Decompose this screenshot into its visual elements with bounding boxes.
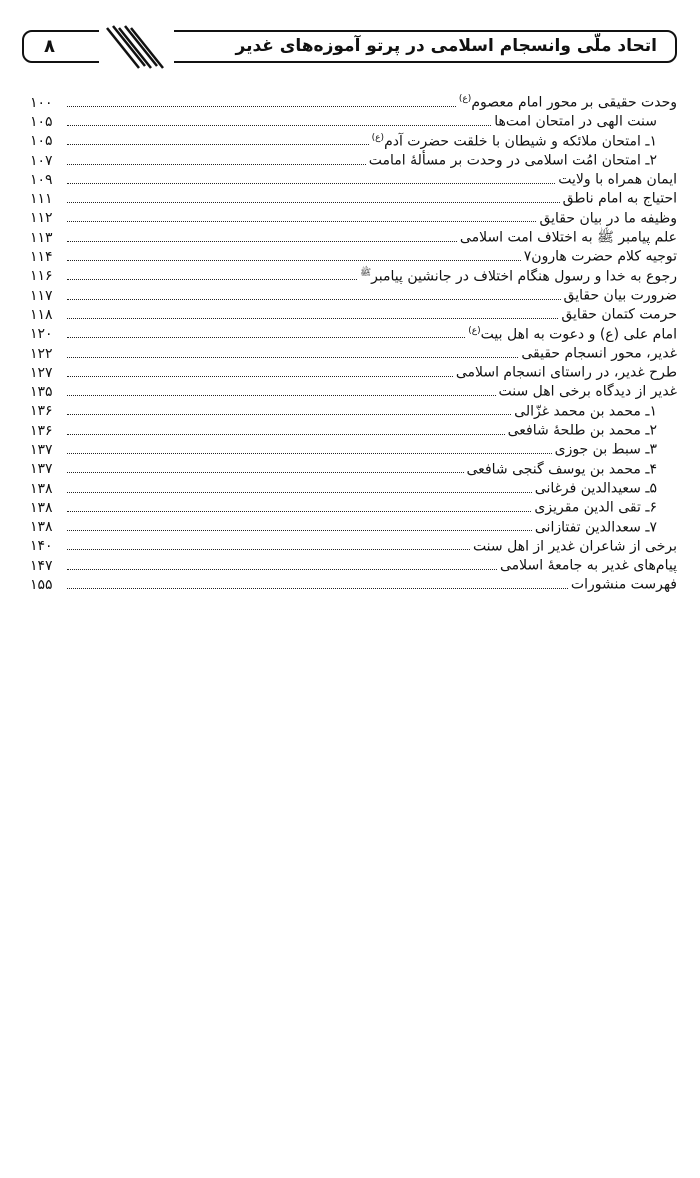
decorative-stripes-icon — [99, 24, 174, 70]
toc-entry[interactable] — [30, 476, 677, 495]
toc-entry[interactable] — [30, 399, 677, 418]
dot-leader — [67, 569, 497, 570]
toc-entry[interactable] — [30, 341, 677, 360]
dot-leader — [67, 472, 464, 473]
dot-leader — [67, 549, 470, 550]
toc-entry-title: ۴ـ محمد بن یوسف گنجی شافعی — [466, 461, 657, 478]
toc-entry[interactable] — [30, 379, 677, 401]
toc-entry[interactable] — [30, 225, 677, 244]
toc-entry[interactable] — [30, 515, 677, 534]
toc-entry-page: ۱۰۹ — [30, 171, 53, 188]
toc-entry-title: طرح غدیر، در راستای انسجام اسلامی — [455, 364, 677, 381]
toc-entry-page: ۱۳۸ — [30, 480, 53, 497]
toc-entry-title: ۱ـ محمد بن محمد غزّالی — [514, 403, 657, 420]
dot-leader — [67, 106, 456, 107]
dot-leader — [67, 434, 505, 435]
dot-leader — [67, 125, 491, 126]
toc-entry[interactable] — [30, 129, 677, 148]
toc-entry[interactable] — [30, 167, 677, 186]
toc-entry-page: ۱۱۴ — [30, 249, 53, 266]
toc-entry-page: ۱۰۷ — [30, 152, 53, 169]
dot-leader — [67, 144, 369, 145]
toc-entry[interactable] — [30, 437, 677, 456]
dot-leader — [67, 202, 560, 203]
toc-entry-page: ۱۴۷ — [30, 557, 53, 574]
toc-entry-title: ۷ـ سعدالدین تفتازانی — [534, 519, 657, 536]
toc-entry-page: ۱۳۸ — [30, 519, 53, 536]
toc-entry-title: ۵ـ سعیدالدین فرغانی — [534, 480, 657, 497]
running-header — [22, 30, 677, 63]
toc-entry-page: ۱۳۶ — [30, 403, 53, 420]
honorific-mark: (ع) — [371, 132, 385, 143]
dot-leader — [67, 260, 521, 261]
toc-entry-title: غدیر از دیدگاه برخی اهل سنت — [498, 384, 677, 401]
toc-entry-title: ۲ـ امتحان امُت اسلامی در وحدت بر مسألهٔ امامت — [368, 152, 657, 169]
toc-entry-title: علم پیامبر ﷺ به اختلاف امت اسلامی — [459, 229, 677, 246]
dot-leader — [67, 337, 465, 338]
toc-entry[interactable] — [30, 457, 677, 476]
toc-entry-title: ۱ـ امتحان ملائکه و شیطان با خلقت حضرت آدم$^{(ع)}$ — [371, 132, 657, 150]
honorific-mark: ﷺ — [360, 267, 372, 278]
toc-entry-title: برخی از شاعران غدیر از اهل سنت — [472, 538, 677, 555]
dot-leader — [67, 395, 496, 396]
dot-leader — [67, 164, 366, 165]
toc-entry-page: ۱۴۰ — [30, 538, 53, 555]
toc-entry[interactable] — [30, 206, 677, 225]
table-of-contents — [30, 90, 677, 592]
toc-entry-page: ۱۵۵ — [30, 577, 53, 594]
dot-leader — [67, 183, 555, 184]
toc-entry-page: ۱۱۳ — [30, 229, 53, 246]
honorific-mark: (ع) — [458, 94, 472, 104]
toc-entry[interactable] — [30, 418, 677, 437]
dot-leader — [67, 279, 357, 280]
toc-entry-title: پیام‌های غدیر به جامعهٔ اسلامی — [500, 557, 677, 574]
dot-leader — [67, 299, 561, 300]
dot-leader — [67, 318, 558, 319]
dot-leader — [67, 221, 536, 222]
toc-entry[interactable] — [30, 90, 677, 109]
dot-leader — [67, 376, 453, 377]
toc-entry-page: ۱۱۱ — [30, 191, 53, 208]
toc-entry-title: ضرورت بیان حقایق — [563, 287, 677, 304]
honorific-mark: (ع) — [468, 325, 481, 336]
toc-entry-page: ۱۱۷ — [30, 287, 53, 304]
dot-leader — [67, 588, 568, 589]
toc-entry[interactable] — [30, 264, 677, 283]
toc-entry-page: ۱۲۷ — [30, 364, 53, 381]
toc-entry[interactable] — [30, 186, 677, 208]
toc-entry[interactable] — [30, 534, 677, 553]
dot-leader — [67, 511, 531, 512]
toc-entry-title: احتیاج به امام ناطق — [562, 191, 677, 208]
toc-entry-page: ۱۰۰ — [30, 94, 53, 111]
toc-entry-page: ۱۱۲ — [30, 210, 53, 227]
toc-entry-title: وحدت حقیقی بر محور امام معصوم$^{(ع)}$ — [458, 94, 677, 111]
toc-entry-title: توجیه کلام حضرت هارون۷ — [523, 249, 677, 266]
toc-entry-title: ۶ـ تقی الدین مقریزی — [534, 499, 657, 516]
toc-entry-title: ۳ـ سبط بن جوزی — [554, 442, 657, 458]
toc-entry-page: ۱۱۶ — [30, 268, 53, 285]
toc-entry-page: ۱۳۶ — [30, 422, 53, 439]
toc-entry[interactable] — [30, 322, 677, 341]
toc-entry-page: ۱۳۷ — [30, 442, 53, 458]
book-title: اتحاد ملّی وانسجام اسلامی در پرتو آموزه‌های غدیر — [235, 36, 657, 56]
dot-leader — [67, 357, 518, 358]
toc-entry-title: حرمت کتمان حقایق — [561, 306, 677, 323]
toc-entry-title: ایمان همراه با ولایت — [558, 171, 677, 188]
toc-entry[interactable] — [30, 109, 677, 128]
dot-leader — [67, 530, 532, 531]
toc-entry-title: ۲ـ محمد بن طلحهٔ شافعی — [507, 422, 657, 439]
toc-entry-title: رجوع به خدا و رسول هنگام اختلاف در جانشین پیامبر$^ﷺ$ — [360, 267, 677, 285]
toc-entry-page: ۱۰۵ — [30, 113, 53, 130]
toc-entry-page: ۱۳۵ — [30, 384, 53, 401]
page-number: ۸ — [44, 36, 55, 57]
toc-entry[interactable] — [30, 553, 677, 572]
toc-entry-page: ۱۲۲ — [30, 345, 53, 362]
toc-entry-page: ۱۱۸ — [30, 306, 53, 323]
toc-entry-page: ۱۰۵ — [30, 133, 53, 150]
toc-entry-title: غدیر، محور انسجام حقیقی — [521, 345, 677, 362]
toc-entry-title: امام علی (ع) و دعوت به اهل بیت$^{(ع)}$ — [468, 325, 677, 343]
toc-entry[interactable] — [30, 572, 677, 594]
toc-entry[interactable] — [30, 302, 677, 321]
toc-entry-title: وظیفه ما در بیان حقایق — [539, 210, 677, 227]
dot-leader — [67, 492, 532, 493]
toc-entry-title: سنت الهی در امتحان امت‌ها — [494, 113, 657, 130]
dot-leader — [67, 414, 511, 415]
dot-leader — [67, 453, 552, 454]
toc-entry[interactable] — [30, 360, 677, 379]
dot-leader — [67, 241, 457, 242]
toc-entry-page: ۱۳۸ — [30, 499, 53, 516]
toc-entry[interactable] — [30, 244, 677, 266]
toc-entry-page: ۱۲۰ — [30, 326, 53, 343]
toc-entry-title: فهرست منشورات — [570, 577, 677, 594]
toc-entry[interactable] — [30, 148, 677, 167]
toc-entry-page: ۱۳۷ — [30, 461, 53, 478]
toc-entry[interactable] — [30, 283, 677, 302]
toc-entry[interactable] — [30, 495, 677, 514]
